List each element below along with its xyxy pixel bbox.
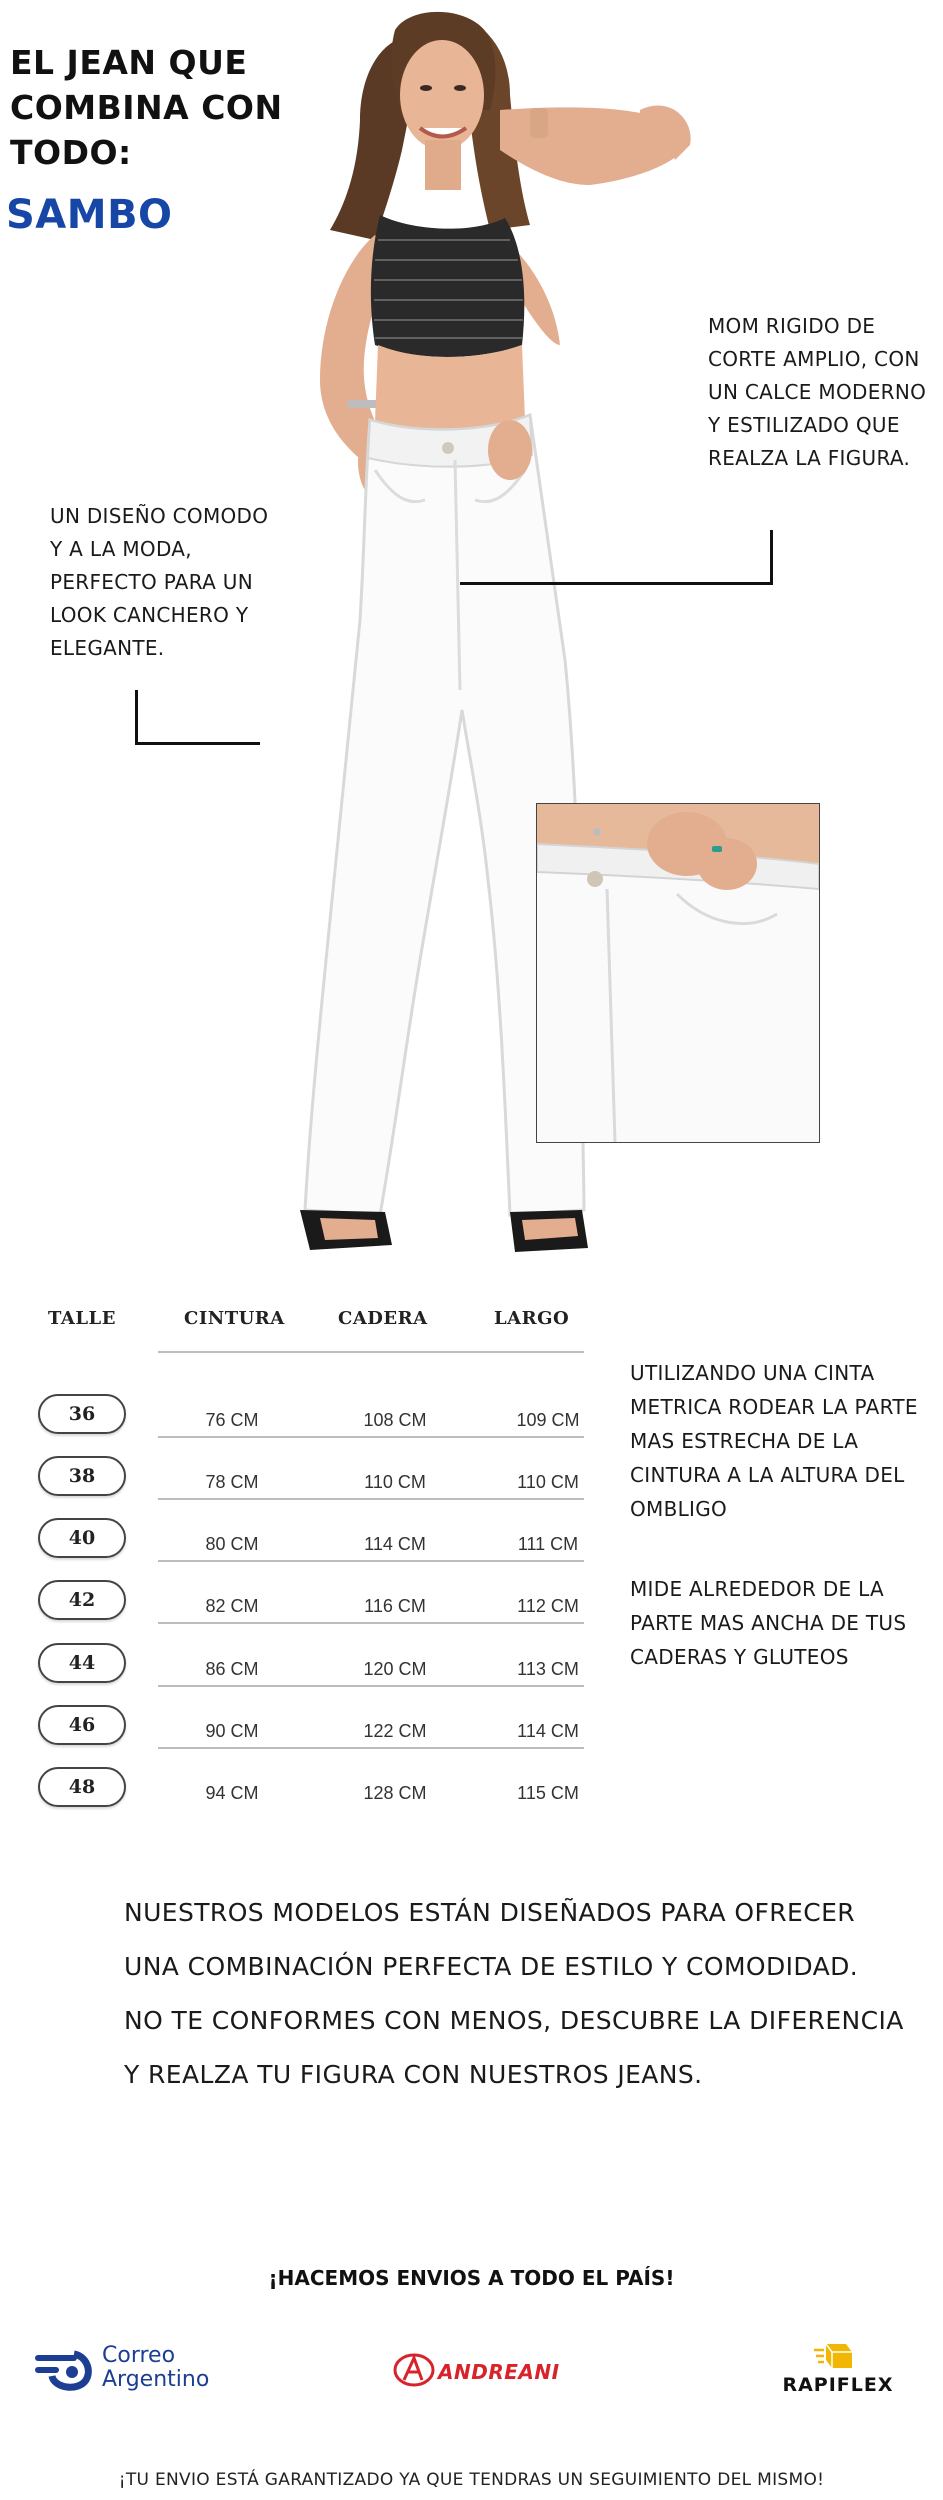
- callout-line: UN CALCE MODERNO: [708, 380, 927, 404]
- promo-text: [124, 1886, 904, 2102]
- size-pill: 36: [38, 1394, 126, 1434]
- hero-title-line: TODO:: [10, 133, 132, 172]
- shipping-title: ¡HACEMOS ENVIOS A TODO EL PAÍS!: [268, 2266, 675, 2290]
- promo-line: UNA COMBINACIÓN PERFECTA DE ESTILO Y COMODIDAD.: [124, 1952, 859, 1981]
- callout-left-connector-v: [135, 690, 138, 745]
- table-cell-largo: 110 CM: [517, 1472, 579, 1492]
- callout-line: UN DISEÑO COMODO: [50, 504, 269, 528]
- callout-line: ELEGANTE.: [50, 636, 165, 660]
- table-cell-largo: 113 CM: [517, 1659, 579, 1679]
- table-divider: [158, 1436, 584, 1438]
- table-divider: [158, 1560, 584, 1562]
- instruction-line: METRICA RODEAR LA PARTE: [630, 1395, 918, 1419]
- rapiflex-box-icon: [812, 2340, 856, 2372]
- size-pill: 46: [38, 1705, 126, 1745]
- callout-line: CORTE AMPLIO, CON: [708, 347, 920, 371]
- correo-logo-line: Argentino: [102, 2367, 210, 2392]
- size-pill: 44: [38, 1643, 126, 1683]
- table-cell-largo: 109 CM: [516, 1410, 580, 1430]
- table-cell-largo: 115 CM: [517, 1783, 579, 1803]
- size-pill: 42: [38, 1580, 126, 1620]
- brand-name: SAMBO: [6, 192, 173, 238]
- callout-right-connector-h: [460, 582, 773, 585]
- instruction-line: MIDE ALREDEDOR DE LA: [630, 1577, 885, 1601]
- table-divider: [158, 1747, 584, 1749]
- instruction-line: UTILIZANDO UNA CINTA: [630, 1361, 875, 1385]
- table-cell-largo: 114 CM: [517, 1721, 579, 1741]
- size-pill: 38: [38, 1456, 126, 1496]
- table-cell-cintura: 76 CM: [205, 1410, 259, 1430]
- instruction-line: OMBLIGO: [630, 1497, 728, 1521]
- table-cell-largo: 111 CM: [517, 1534, 579, 1554]
- table-cell-cadera: 114 CM: [364, 1534, 426, 1554]
- table-cell-cadera: 108 CM: [363, 1410, 427, 1430]
- table-cell-cintura: 80 CM: [205, 1534, 259, 1554]
- shipping-footer: ¡TU ENVIO ESTÁ GARANTIZADO YA QUE TENDRAS UN SEGUIMIENTO DEL MISMO!: [118, 2470, 825, 2490]
- table-cell-cintura: 78 CM: [205, 1472, 259, 1492]
- callout-right: [708, 310, 938, 475]
- callout-line: LOOK CANCHERO Y: [50, 603, 249, 627]
- instruction-line: PARTE MAS ANCHA DE TUS: [630, 1611, 907, 1635]
- callout-line: Y A LA MODA,: [50, 537, 192, 561]
- table-cell-cadera: 122 CM: [363, 1721, 427, 1741]
- instruction-line: CINTURA A LA ALTURA DEL: [630, 1463, 905, 1487]
- table-divider: [158, 1351, 584, 1353]
- hero-title-line: COMBINA CON: [10, 88, 283, 127]
- table-cell-cintura: 94 CM: [205, 1783, 259, 1803]
- column-header-talle: TALLE: [48, 1308, 116, 1329]
- size-pill: 48: [38, 1767, 126, 1807]
- table-divider: [158, 1622, 584, 1624]
- size-pill: 40: [38, 1518, 126, 1558]
- correo-logo-line: Correo: [102, 2343, 176, 2368]
- instruction-line: MAS ESTRECHA DE LA: [630, 1429, 859, 1453]
- promo-line: NO TE CONFORMES CON MENOS, DESCUBRE LA DIFERENCIA: [124, 2006, 904, 2035]
- table-cell-cadera: 120 CM: [363, 1659, 427, 1679]
- rapiflex-logo-text: RAPIFLEX: [782, 2374, 894, 2396]
- hero-title-line: EL JEAN QUE: [10, 43, 248, 82]
- detail-inset-photo: [536, 803, 820, 1143]
- table-cell-cintura: 86 CM: [205, 1659, 259, 1679]
- callout-line: MOM RIGIDO DE: [708, 314, 876, 338]
- hip-instructions: [630, 1572, 930, 1674]
- callout-left: [50, 500, 290, 665]
- promo-line: Y REALZA TU FIGURA CON NUESTROS JEANS.: [124, 2060, 703, 2089]
- andreani-logo-text: ANDREANI: [438, 2360, 560, 2384]
- callout-line: Y ESTILIZADO QUE: [708, 413, 900, 437]
- column-header-largo: LARGO: [494, 1308, 570, 1329]
- callout-right-connector-v: [770, 530, 773, 585]
- column-header-cintura: CINTURA: [184, 1308, 285, 1329]
- table-cell-cadera: 128 CM: [363, 1783, 427, 1803]
- table-divider: [158, 1685, 584, 1687]
- correo-logo-text: [102, 2344, 209, 2392]
- callout-line: REALZA LA FIGURA.: [708, 446, 911, 470]
- andreani-logo: [392, 2352, 592, 2392]
- rapiflex-logo: [768, 2340, 908, 2400]
- table-cell-cintura: 90 CM: [205, 1721, 259, 1741]
- correo-argentino-icon: [34, 2346, 94, 2396]
- waist-instructions: [630, 1356, 930, 1526]
- table-divider: [158, 1498, 584, 1500]
- andreani-icon: [392, 2352, 436, 2388]
- table-cell-cintura: 82 CM: [205, 1596, 259, 1616]
- correo-argentino-logo: [34, 2340, 234, 2400]
- callout-left-connector-h: [135, 742, 260, 745]
- callout-line: PERFECTO PARA UN: [50, 570, 254, 594]
- column-header-cadera: CADERA: [338, 1308, 428, 1329]
- table-cell-cadera: 116 CM: [364, 1596, 426, 1616]
- promo-line: NUESTROS MODELOS ESTÁN DISEÑADOS PARA OFRECER: [124, 1898, 856, 1927]
- table-cell-largo: 112 CM: [517, 1596, 579, 1616]
- table-cell-cadera: 110 CM: [364, 1472, 426, 1492]
- instruction-line: CADERAS Y GLUTEOS: [630, 1645, 849, 1669]
